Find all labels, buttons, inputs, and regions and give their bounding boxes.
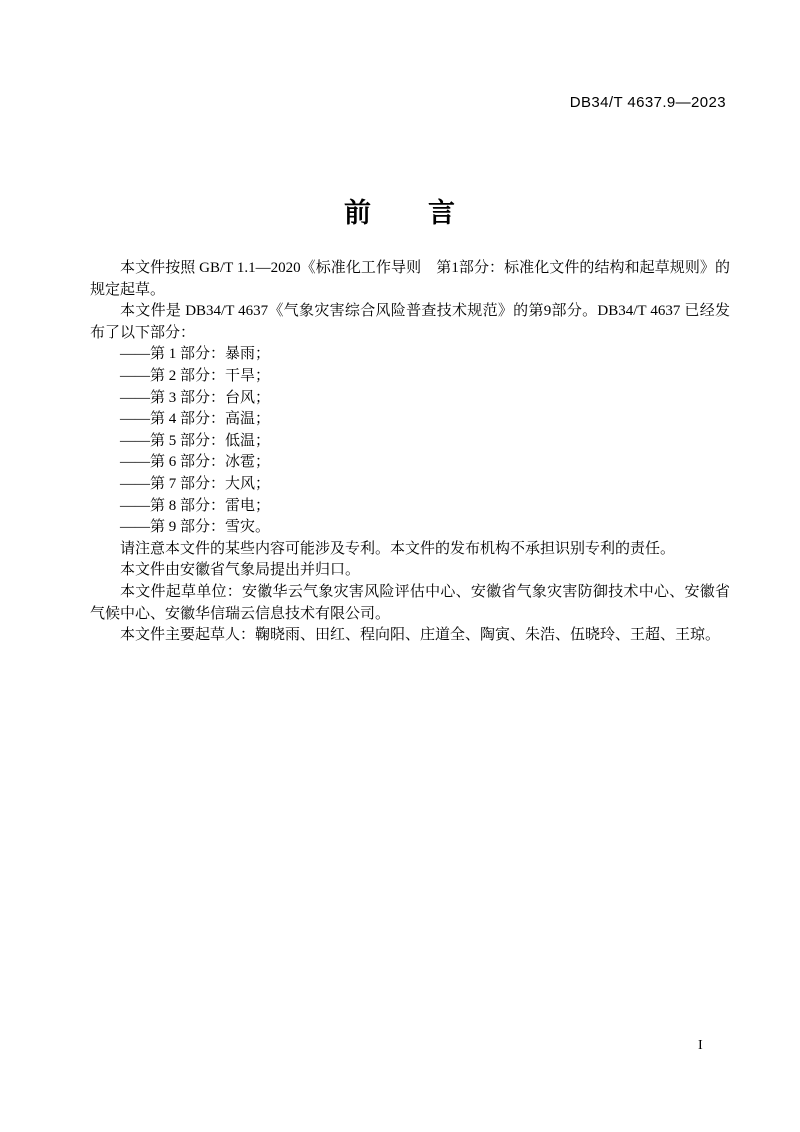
paragraph: 本文件起草单位：安徽华云气象灾害风险评估中心、安徽省气象灾害防御技术中心、安徽省气候中心、安徽华信瑞云信息技术有限公司。 xyxy=(90,583,730,622)
paragraph: 本文件由安徽省气象局提出并归口。 xyxy=(120,562,361,579)
list-item: ——第 6 部分：冰雹； xyxy=(120,454,271,471)
standard-number: DB34/T 4637.9—2023 xyxy=(569,94,726,111)
page-number: I xyxy=(698,1038,703,1053)
paragraph: 本文件主要起草人：鞠晓雨、田红、程向阳、庄道全、陶寅、朱浩、伍晓玲、王超、王琼。 xyxy=(120,627,721,644)
list-item: ——第 1 部分：暴雨； xyxy=(120,346,271,363)
foreword-content xyxy=(90,258,730,647)
paragraph: 本文件是 DB34/T 4637《气象灾害综合风险普查技术规范》的第9部分。DB34/T 4637 已经发布了以下部分： xyxy=(90,303,730,341)
list-item: ——第 7 部分：大风； xyxy=(120,475,271,492)
paragraph: 本文件按照 GB/T 1.1—2020《标准化工作导则 第1部分：标准化文件的结构和起草规则》的规定起草。 xyxy=(90,260,730,298)
list-item: ——第 3 部分：台风； xyxy=(120,389,271,406)
list-item: ——第 2 部分：干旱； xyxy=(120,367,271,384)
list-item: ——第 8 部分：雷电； xyxy=(120,497,271,514)
paragraph: 请注意本文件的某些内容可能涉及专利。本文件的发布机构不承担识别专利的责任。 xyxy=(120,540,676,557)
page-title: 前 言 xyxy=(344,198,456,228)
list-item: ——第 4 部分：高温； xyxy=(120,411,271,428)
list-item: ——第 5 部分：低温； xyxy=(120,432,271,449)
list-item: ——第 9 部分：雪灾。 xyxy=(120,519,271,536)
